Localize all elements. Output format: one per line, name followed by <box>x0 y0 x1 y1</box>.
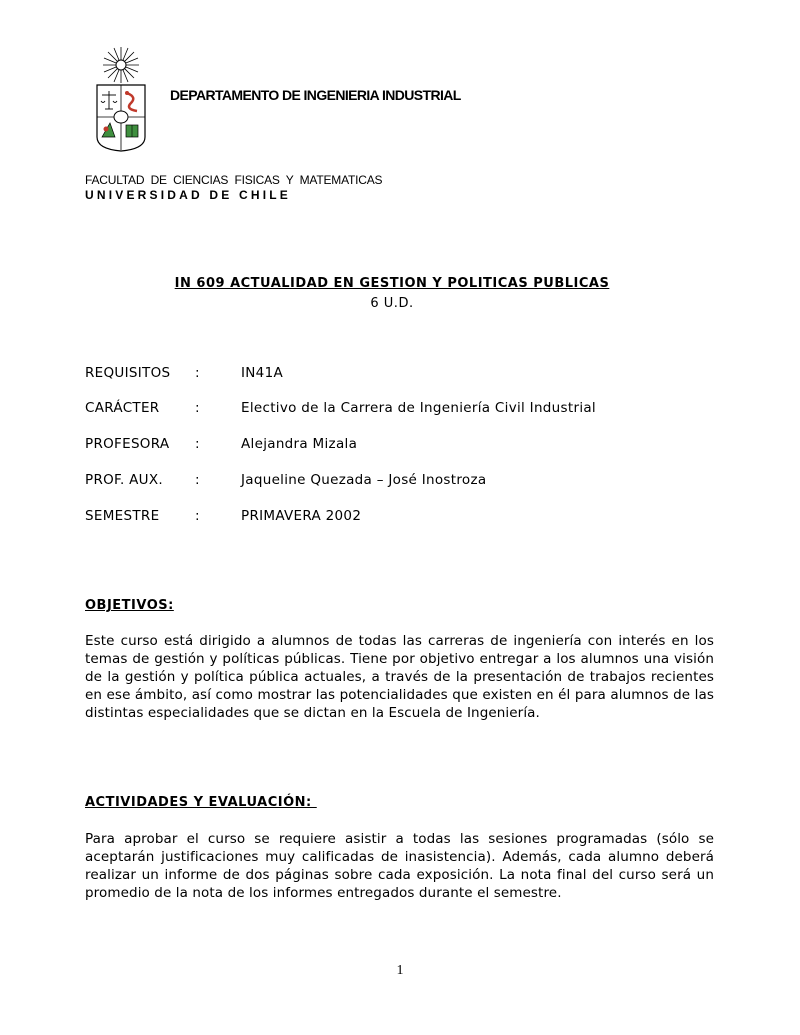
info-label: CARÁCTER <box>85 400 160 416</box>
info-label: SEMESTRE <box>85 508 160 524</box>
course-units: 6 U.D. <box>370 296 414 311</box>
actividades-paragraph: Para aprobar el curso se requiere asistir a todas las sesiones programadas (sólo se aceptarán justificaciones muy calificadas de inasistencia). Además, cada alumno deberá realizar un informe de dos páginas sobre cada exposición. La nota final del curso será un promedio de la nota de los informes entregados durante el semestre. <box>85 831 714 901</box>
info-label: PROF. AUX. <box>85 472 163 488</box>
info-label: PROFESORA <box>85 436 170 452</box>
objetivos-paragraph: Este curso está dirigido a alumnos de todas las carreras de ingeniería con interés en los temas de gestión y políticas públicas. Tiene por objetivo entregar a los alumnos una visión de la gestión y política pública actuales, a través de la presentación de trabajos recientes en ese ámbito, así como mostrar las potencialidades que existen en él para alumnos de las distintas especialidades que se dictan en la Escuela de Ingeniería. <box>85 633 714 721</box>
course-title: IN 609 ACTUALIDAD EN GESTION Y POLITICAS PUBLICAS <box>174 276 610 291</box>
objetivos-heading: OBJETIVOS: <box>85 598 174 613</box>
info-value: IN41A <box>241 365 283 381</box>
faculty-name: FACULTAD DE CIENCIAS FISICAS Y MATEMATICAS <box>85 173 383 187</box>
info-value: PRIMAVERA 2002 <box>241 508 362 524</box>
info-value: Jaqueline Quezada – José Inostroza <box>241 472 487 488</box>
info-colon: : <box>195 508 200 524</box>
page-number: 1 <box>396 963 404 978</box>
info-colon: : <box>195 365 200 381</box>
info-value: Electivo de la Carrera de Ingeniería Civil Industrial <box>241 400 596 416</box>
university-name: UNIVERSIDAD DE CHILE <box>85 188 292 202</box>
info-value: Alejandra Mizala <box>241 436 358 452</box>
universidad-de-chile-crest-icon <box>93 45 149 153</box>
info-colon: : <box>195 436 200 452</box>
department-name: DEPARTAMENTO DE INGENIERIA INDUSTRIAL <box>170 87 461 103</box>
info-colon: : <box>195 400 200 416</box>
actividades-heading: ACTIVIDADES Y EVALUACIÓN: <box>85 795 317 810</box>
info-label: REQUISITOS <box>85 365 171 381</box>
info-colon: : <box>195 472 200 488</box>
